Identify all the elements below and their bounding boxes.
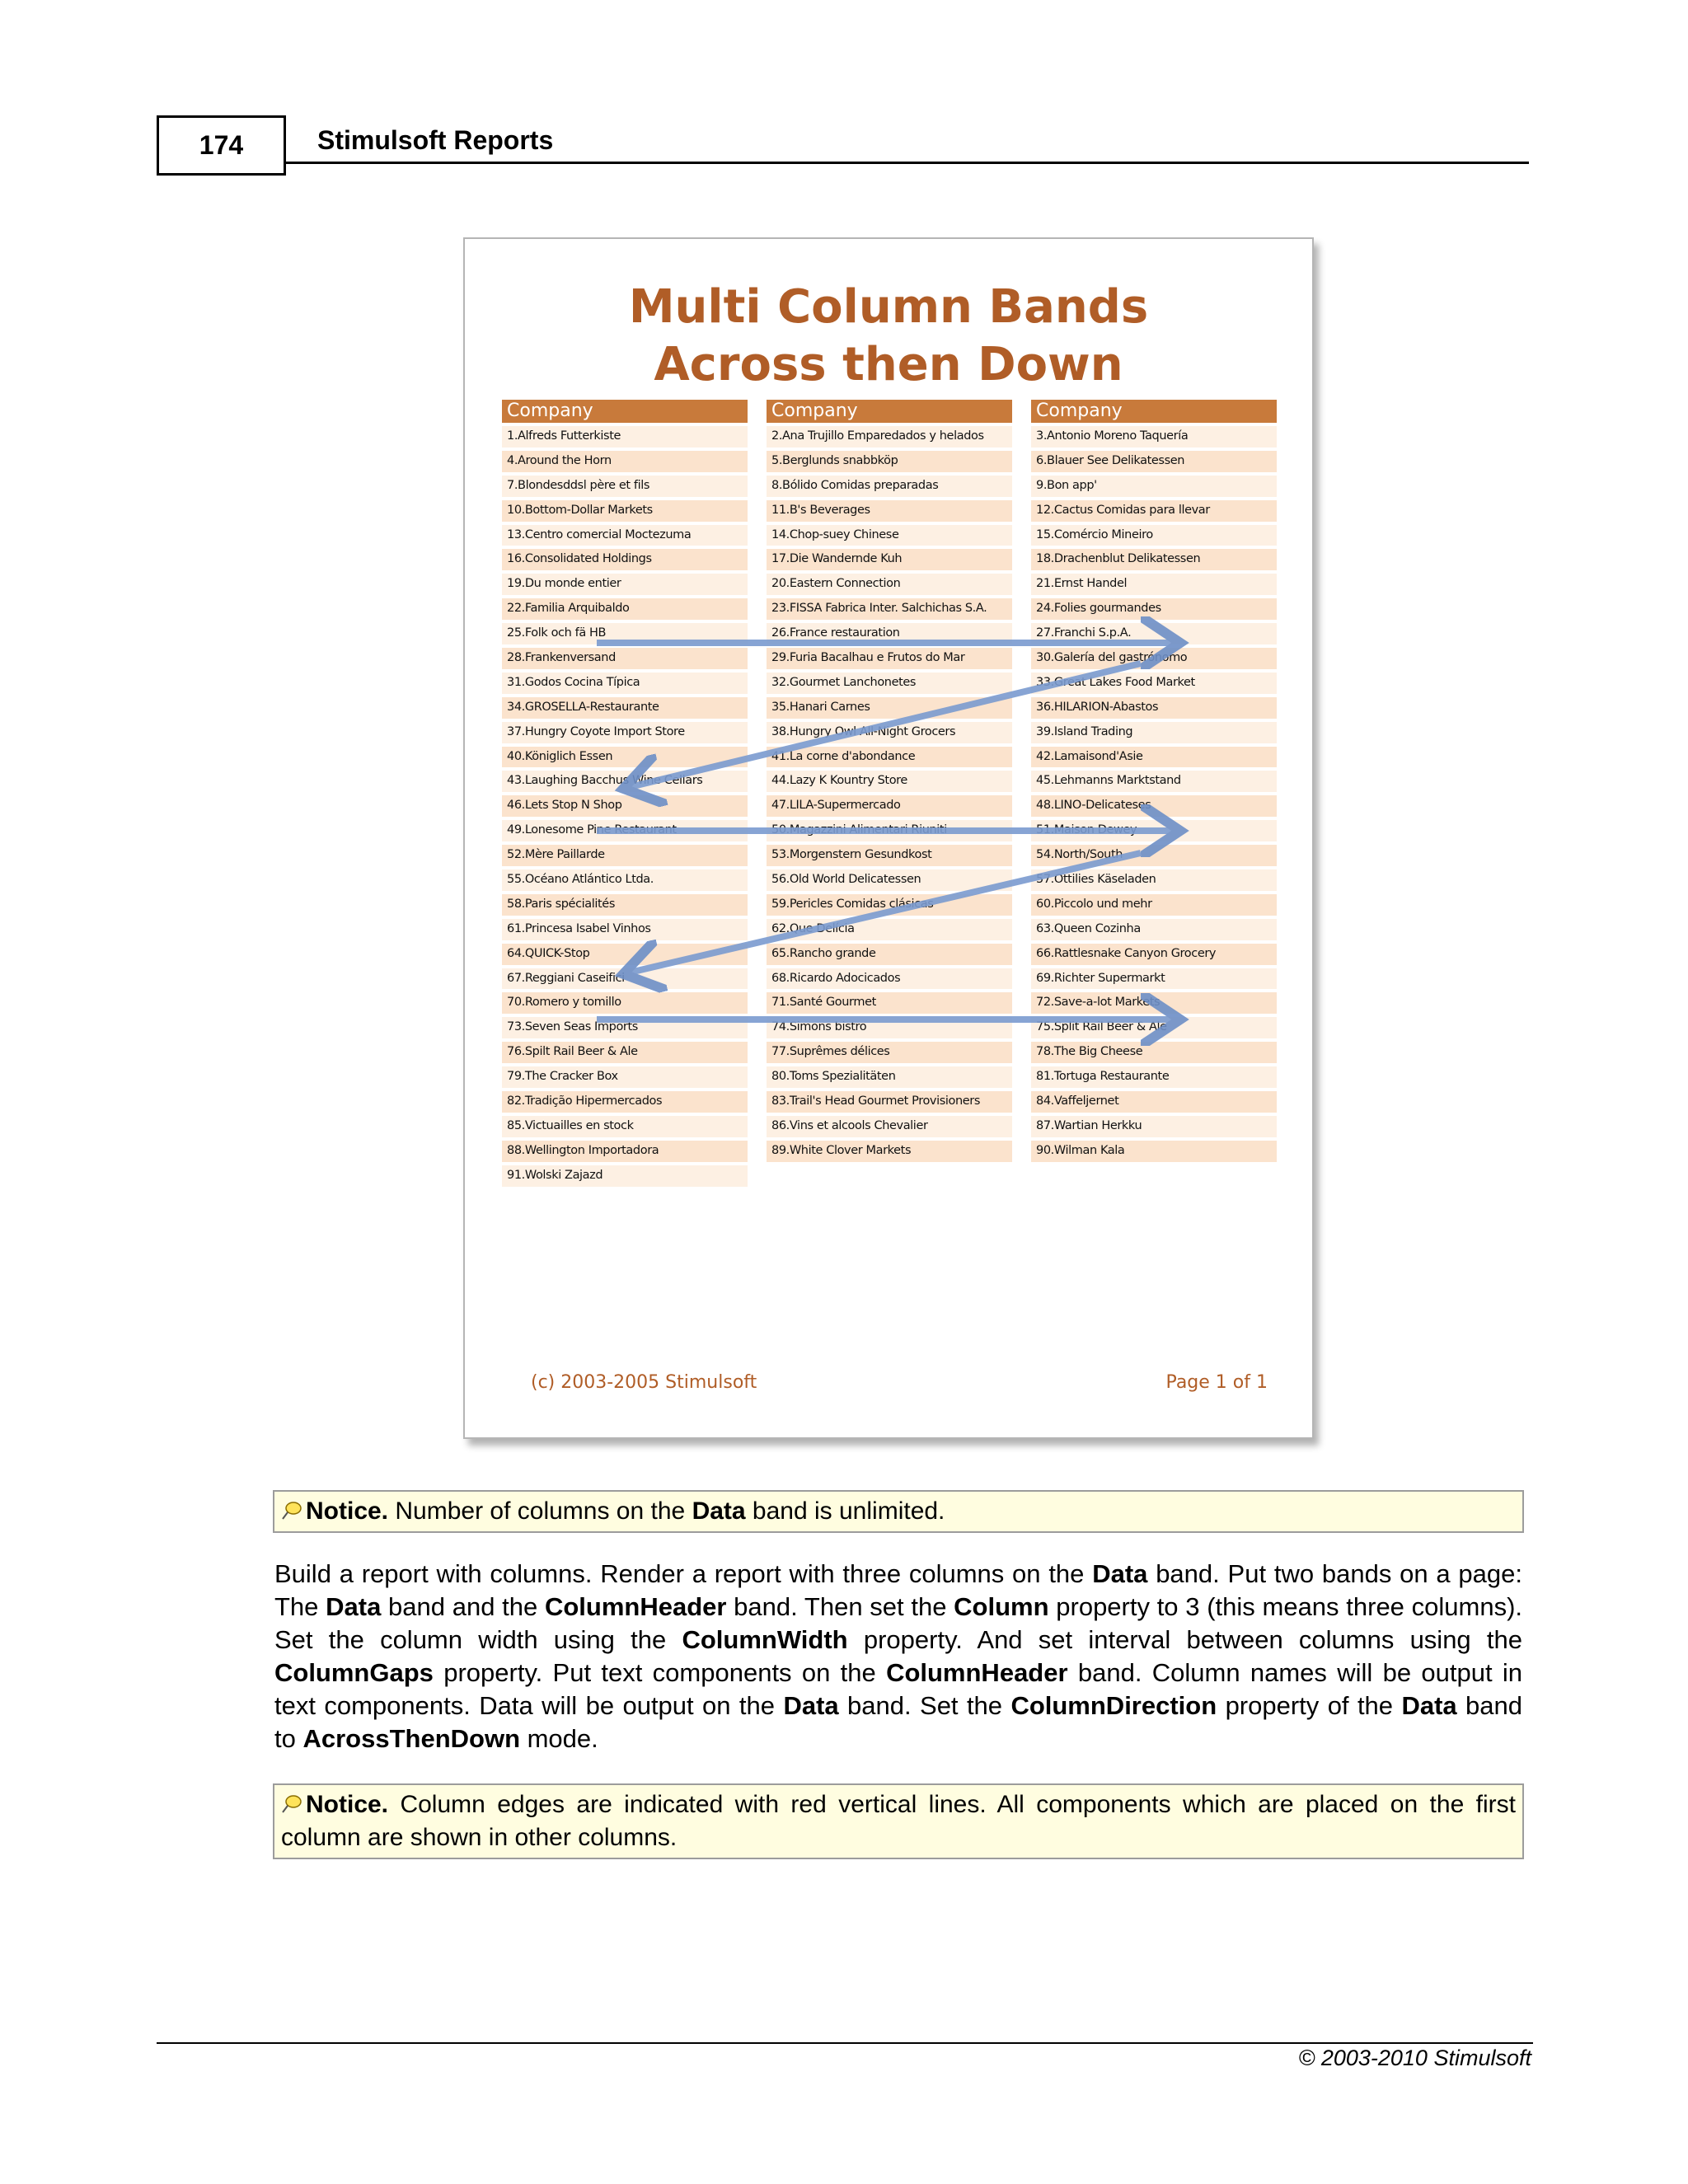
report-footer-page: Page 1 of 1 (1165, 1372, 1268, 1393)
company-row: 50.Magazzini Alimentari Riuniti (767, 820, 1012, 841)
company-row: 2.Ana Trujillo Emparedados y helados (767, 426, 1012, 448)
company-row: 53.Morgenstern Gesundkost (767, 845, 1012, 866)
company-row: 3.Antonio Moreno Taquería (1031, 426, 1277, 448)
notice-bold: Data (692, 1497, 746, 1525)
company-row: 19.Du monde entier (502, 574, 748, 595)
company-row: 8.Bólido Comidas preparadas (767, 476, 1012, 497)
notice-text: Number of columns on the (395, 1497, 692, 1525)
company-row: 47.LILA-Supermercado (767, 795, 1012, 817)
company-row: 13.Centro comercial Moctezuma (502, 525, 748, 546)
company-row: 82.Tradição Hipermercados (502, 1091, 748, 1113)
header-rule (286, 162, 1529, 164)
company-row: 58.Paris spécialités (502, 894, 748, 916)
company-row: 34.GROSELLA-Restaurante (502, 697, 748, 719)
company-row: 66.Rattlesnake Canyon Grocery (1031, 944, 1277, 965)
company-row: 70.Romero y tomillo (502, 992, 748, 1014)
company-row: 87.Wartian Herkku (1031, 1116, 1277, 1137)
company-row: 11.B's Beverages (767, 500, 1012, 522)
company-row: 83.Trail's Head Gourmet Provisioners (767, 1091, 1012, 1113)
footer-rule (157, 2042, 1533, 2044)
company-row: 31.Godos Cocina Típica (502, 673, 748, 694)
company-row: 71.Santé Gourmet (767, 992, 1012, 1014)
company-row: 91.Wolski Zajazd (502, 1165, 748, 1187)
company-row: 27.Franchi S.p.A. (1031, 623, 1277, 644)
arrow-down-1 (630, 663, 1141, 787)
company-row: 48.LINO-Delicateses (1031, 795, 1277, 817)
company-row: 17.Die Wandernde Kuh (767, 549, 1012, 570)
notice-text: Column edges are indicated with red vertical lines. All components which are placed on the first column are shown in other columns. (281, 1791, 1516, 1851)
company-row: 75.Split Rail Beer & Ale (1031, 1017, 1277, 1038)
company-row: 9.Bon app' (1031, 476, 1277, 497)
company-row: 65.Rancho grande (767, 944, 1012, 965)
company-row: 39.Island Trading (1031, 722, 1277, 743)
company-row: 26.France restauration (767, 623, 1012, 644)
company-row: 51.Maison Dewey (1031, 820, 1277, 841)
company-row: 35.Hanari Carnes (767, 697, 1012, 719)
company-row: 22.Familia Arquibaldo (502, 598, 748, 620)
company-row: 28.Frankenversand (502, 648, 748, 669)
company-row: 30.Galería del gastrónomo (1031, 648, 1277, 669)
company-row: 38.Hungry Owl All-Night Grocers (767, 722, 1012, 743)
arrow-down-2 (630, 853, 1141, 972)
company-row: 23.FISSA Fabrica Inter. Salchichas S.A. (767, 598, 1012, 620)
company-row: 37.Hungry Coyote Import Store (502, 722, 748, 743)
company-row: 72.Save-a-lot Markets (1031, 992, 1277, 1014)
company-row: 68.Ricardo Adocicados (767, 968, 1012, 990)
company-row: 20.Eastern Connection (767, 574, 1012, 595)
notice-pin-icon (281, 1497, 302, 1516)
notice-label: Notice. (306, 1791, 389, 1818)
company-row: 63.Queen Cozinha (1031, 919, 1277, 940)
company-row: 81.Tortuga Restaurante (1031, 1066, 1277, 1088)
company-row: 14.Chop-suey Chinese (767, 525, 1012, 546)
column-header: Company (767, 400, 1012, 423)
company-row: 79.The Cracker Box (502, 1066, 748, 1088)
notice-label: Notice. (306, 1497, 389, 1525)
company-row: 43.Laughing Bacchus Wine Cellars (502, 771, 748, 792)
company-row: 76.Spilt Rail Beer & Ale (502, 1042, 748, 1063)
company-row: 54.North/South (1031, 845, 1277, 866)
company-row: 15.Comércio Mineiro (1031, 525, 1277, 546)
report-preview (463, 237, 1314, 1439)
company-row: 16.Consolidated Holdings (502, 549, 748, 570)
column-header: Company (1031, 400, 1277, 423)
page-number: 174 (157, 115, 286, 176)
company-row: 64.QUICK-Stop (502, 944, 748, 965)
company-row: 45.Lehmanns Marktstand (1031, 771, 1277, 792)
company-row: 36.HILARION-Abastos (1031, 697, 1277, 719)
company-row: 46.Lets Stop N Shop (502, 795, 748, 817)
column-header: Company (502, 400, 748, 423)
header-title: Stimulsoft Reports (317, 125, 554, 155)
notice-pin-icon (281, 1790, 302, 1810)
company-row: 73.Seven Seas Imports (502, 1017, 748, 1038)
company-row: 6.Blauer See Delikatessen (1031, 451, 1277, 472)
company-row: 49.Lonesome Pine Restaurant (502, 820, 748, 841)
notice-box-2 (273, 1783, 1524, 1859)
company-row: 32.Gourmet Lanchonetes (767, 673, 1012, 694)
notice-box (273, 1490, 1524, 1533)
company-row: 61.Princesa Isabel Vinhos (502, 919, 748, 940)
company-row: 55.Océano Atlántico Ltda. (502, 869, 748, 891)
company-row: 62.Que Delícia (767, 919, 1012, 940)
company-row: 77.Suprêmes délices (767, 1042, 1012, 1063)
company-row: 67.Reggiani Caseifici (502, 968, 748, 990)
report-title-line1: Multi Column Bands (628, 280, 1149, 334)
company-row: 7.Blondesddsl père et fils (502, 476, 748, 497)
company-row: 1.Alfreds Futterkiste (502, 426, 748, 448)
company-row: 74.Simons bistro (767, 1017, 1012, 1038)
company-row: 12.Cactus Comidas para llevar (1031, 500, 1277, 522)
company-row: 4.Around the Horn (502, 451, 748, 472)
company-row: 60.Piccolo und mehr (1031, 894, 1277, 916)
company-row: 42.Lamaisond'Asie (1031, 747, 1277, 768)
company-row: 89.White Clover Markets (767, 1141, 1012, 1162)
company-row: 59.Pericles Comidas clásicas (767, 894, 1012, 916)
company-row: 80.Toms Spezialitäten (767, 1066, 1012, 1088)
company-row: 29.Furia Bacalhau e Frutos do Mar (767, 648, 1012, 669)
company-row: 40.Königlich Essen (502, 747, 748, 768)
company-row: 24.Folies gourmandes (1031, 598, 1277, 620)
direction-arrows (465, 239, 1315, 1441)
company-row: 56.Old World Delicatessen (767, 869, 1012, 891)
company-row: 69.Richter Supermarkt (1031, 968, 1277, 990)
company-row: 85.Victuailles en stock (502, 1116, 748, 1137)
company-row: 41.La corne d'abondance (767, 747, 1012, 768)
company-row: 86.Vins et alcools Chevalier (767, 1116, 1012, 1137)
company-row: 21.Ernst Handel (1031, 574, 1277, 595)
company-row: 18.Drachenblut Delikatessen (1031, 549, 1277, 570)
company-row: 88.Wellington Importadora (502, 1141, 748, 1162)
page-copyright: © 2003-2010 Stimulsoft (1298, 2046, 1531, 2070)
company-row: 84.Vaffeljernet (1031, 1091, 1277, 1113)
company-row: 90.Wilman Kala (1031, 1141, 1277, 1162)
company-row: 44.Lazy K Kountry Store (767, 771, 1012, 792)
body-paragraph: Build a report with columns. Render a report with three columns on the Data band. Put two bands on a page: The Data band and the ColumnHeader band. Then set the Column property to 3 (this means three columns). Set the column width using the ColumnWidth property. And set interval between columns using the ColumnGaps property. Put text components on the ColumnHeader band. Column names will be output in text components. Data will be output on the Data band. Set the ColumnDirection property of the Data band to AcrossThenDown mode. (274, 1559, 1523, 1753)
company-row: 33.Great Lakes Food Market (1031, 673, 1277, 694)
company-row: 52.Mère Paillarde (502, 845, 748, 866)
report-footer-copyright: (c) 2003-2005 Stimulsoft (531, 1372, 757, 1393)
company-row: 5.Berglunds snabbköp (767, 451, 1012, 472)
report-title-line2: Across then Down (654, 338, 1123, 391)
company-row: 25.Folk och fä HB (502, 623, 748, 644)
company-row: 57.Ottilies Käseladen (1031, 869, 1277, 891)
company-row: 10.Bottom-Dollar Markets (502, 500, 748, 522)
notice-text-end: band is unlimited. (745, 1497, 945, 1525)
company-row: 78.The Big Cheese (1031, 1042, 1277, 1063)
